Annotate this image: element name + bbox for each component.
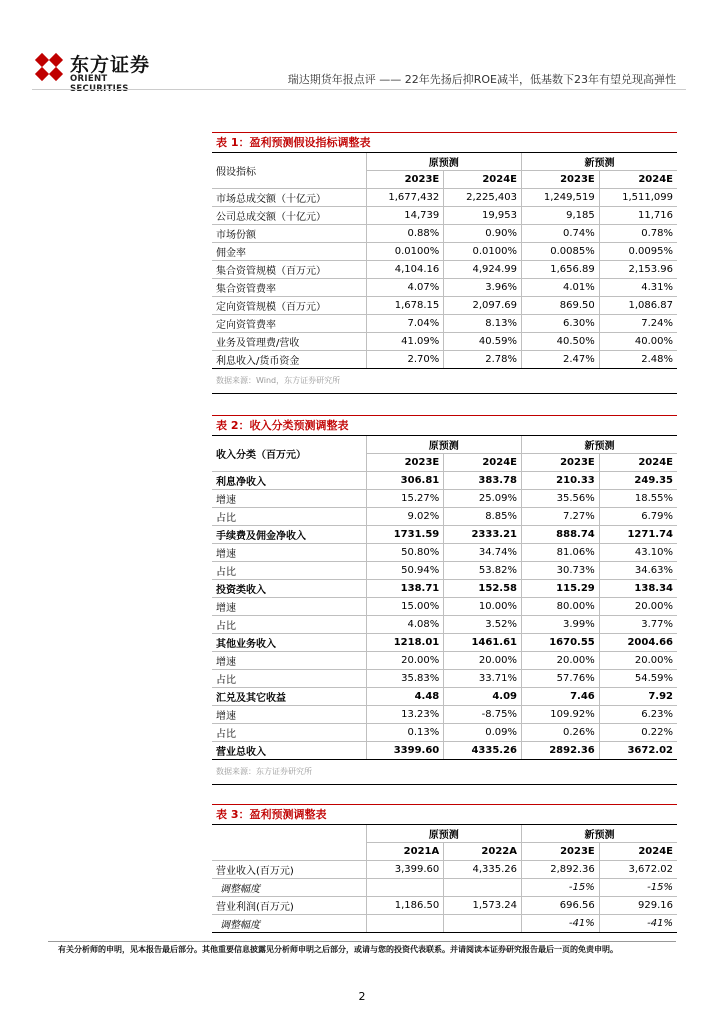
table2-cell: 7.27% <box>522 508 600 526</box>
table2-cell: 43.10% <box>599 544 677 562</box>
table2-title: 表 2：收入分类预测调整表 <box>212 415 677 435</box>
table2-cell: 115.29 <box>522 580 600 598</box>
table1-cell: 19,953 <box>444 207 522 225</box>
table1-cell: 40.50% <box>522 333 600 351</box>
table2-cell: 20.00% <box>444 652 522 670</box>
table3-cell: -15% <box>599 879 677 897</box>
table3-cell: -41% <box>599 915 677 933</box>
table2-row-label: 其他业务收入 <box>212 634 366 652</box>
table1-group-old: 原预测 <box>366 153 522 171</box>
table1-row <box>212 297 677 315</box>
table2-row <box>212 742 677 760</box>
header-divider <box>32 89 686 90</box>
table1-year-header: 2023E <box>366 171 444 189</box>
table2-source: 数据来源：东方证券研究所 <box>216 767 312 776</box>
table3-cell: 929.16 <box>599 897 677 915</box>
table2-cell: 25.09% <box>444 490 522 508</box>
table3 <box>212 824 677 933</box>
table1-year-header: 2023E <box>522 171 600 189</box>
footer-divider <box>48 941 676 942</box>
table1-cell: 7.24% <box>599 315 677 333</box>
table2-row-label: 占比 <box>212 724 366 742</box>
table1 <box>212 152 677 369</box>
brand-name-en: ORIENT SECURITIES <box>70 74 129 94</box>
table1-row-label: 佣金率 <box>212 243 366 261</box>
table2-group-old: 原预测 <box>366 436 522 454</box>
table2-row-label: 增速 <box>212 598 366 616</box>
table2-cell: 20.00% <box>599 598 677 616</box>
table2-row-label: 占比 <box>212 616 366 634</box>
table1-cell: 2,097.69 <box>444 297 522 315</box>
table2-row <box>212 598 677 616</box>
table2-cell: 4.48 <box>366 688 444 706</box>
table2-cell: 6.79% <box>599 508 677 526</box>
table3-first-col-header <box>212 825 366 861</box>
brand-logo <box>32 48 152 94</box>
table2-cell: 210.33 <box>522 472 600 490</box>
table2-cell: 34.74% <box>444 544 522 562</box>
table2-row-label: 投资类收入 <box>212 580 366 598</box>
table3-cell: 3,672.02 <box>599 861 677 879</box>
table1-group-new: 新预测 <box>522 153 678 171</box>
table3-row <box>212 915 677 933</box>
table1-cell: 0.74% <box>522 225 600 243</box>
table1-year-header: 2024E <box>444 171 522 189</box>
table2-cell: 81.06% <box>522 544 600 562</box>
table3-year-header: 2023E <box>522 843 600 861</box>
table1-first-col-header: 假设指标 <box>212 153 366 189</box>
table2-cell: 0.22% <box>599 724 677 742</box>
table2-row-label: 汇兑及其它收益 <box>212 688 366 706</box>
table2-row <box>212 526 677 544</box>
table3-row <box>212 897 677 915</box>
table3-row-label: 调整幅度 <box>212 879 366 897</box>
table2-cell: 3.77% <box>599 616 677 634</box>
table2-cell: 18.55% <box>599 490 677 508</box>
table1-row-label: 公司总成交额（十亿元） <box>212 207 366 225</box>
table1-row-label: 市场份额 <box>212 225 366 243</box>
table3-cell: 2,892.36 <box>522 861 600 879</box>
table2-cell: 9.02% <box>366 508 444 526</box>
table2-cell: 8.85% <box>444 508 522 526</box>
table2-cell: 80.00% <box>522 598 600 616</box>
table3-row <box>212 879 677 897</box>
table2-header-row-groups <box>212 436 677 454</box>
table2-year-header: 2024E <box>599 454 677 472</box>
table1-header-row-groups <box>212 153 677 171</box>
table1-cell: 8.13% <box>444 315 522 333</box>
table2-cell: 1670.55 <box>522 634 600 652</box>
table1-year-header: 2024E <box>599 171 677 189</box>
table1-cell: 2.70% <box>366 351 444 369</box>
table2-row <box>212 580 677 598</box>
table1-cell: 1,677,432 <box>366 189 444 207</box>
table2-cell: 3399.60 <box>366 742 444 760</box>
table2-cell: 152.58 <box>444 580 522 598</box>
table3-cell: -41% <box>522 915 600 933</box>
table1-cell: 6.30% <box>522 315 600 333</box>
table3-cell: 3,399.60 <box>366 861 444 879</box>
table1-cell: 1,678.15 <box>366 297 444 315</box>
table1-row <box>212 243 677 261</box>
table2-cell: 3.99% <box>522 616 600 634</box>
table2-cell: 1731.59 <box>366 526 444 544</box>
report-header-title: 瑞达期货年报点评 —— 22年先扬后抑ROE减半，低基数下23年有望兑现高弹性 <box>287 73 676 86</box>
table1-cell: 2.78% <box>444 351 522 369</box>
table2-row-label: 占比 <box>212 670 366 688</box>
table1-cell: 2,153.96 <box>599 261 677 279</box>
table1-cell: 1,086.87 <box>599 297 677 315</box>
table2-year-header: 2023E <box>522 454 600 472</box>
table2-row-label: 增速 <box>212 544 366 562</box>
table2-row <box>212 544 677 562</box>
table2-row <box>212 508 677 526</box>
table1-end-line <box>212 393 677 394</box>
table1-cell: 4.07% <box>366 279 444 297</box>
table2-cell: 6.23% <box>599 706 677 724</box>
table3-cell: -15% <box>522 879 600 897</box>
table3-cell: 1,186.50 <box>366 897 444 915</box>
table1-row-label: 定向资管规模（百万元） <box>212 297 366 315</box>
table2-cell: 2892.36 <box>522 742 600 760</box>
table3-cell <box>444 915 522 933</box>
table2-row-label: 手续费及佣金净收入 <box>212 526 366 544</box>
table1-source: 数据来源：Wind，东方证券研究所 <box>216 376 341 385</box>
disclaimer-text: 有关分析师的申明，见本报告最后部分。其他重要信息披露见分析师申明之后部分，或请与您的投资代表联系。并请阅读本证券研究报告最后一页的免责申明。 <box>58 945 618 954</box>
brand-name-cn: 东方证券 <box>70 54 151 76</box>
table1-cell: 4,104.16 <box>366 261 444 279</box>
table2-end-line <box>212 784 677 785</box>
table2-cell: 15.00% <box>366 598 444 616</box>
table3-cell <box>366 915 444 933</box>
table1-cell: 0.0085% <box>522 243 600 261</box>
table1-cell: 4,924.99 <box>444 261 522 279</box>
table1-row <box>212 279 677 297</box>
table2-row <box>212 562 677 580</box>
table2-cell: 20.00% <box>522 652 600 670</box>
table3-block <box>212 804 677 933</box>
table1-cell: 40.59% <box>444 333 522 351</box>
table2-cell: 20.00% <box>366 652 444 670</box>
table1-row <box>212 225 677 243</box>
table2-cell: 2333.21 <box>444 526 522 544</box>
table2-row-label: 营业总收入 <box>212 742 366 760</box>
table1-cell: 4.31% <box>599 279 677 297</box>
table1-cell: 14,739 <box>366 207 444 225</box>
table1-cell: 4.01% <box>522 279 600 297</box>
table2-cell: 50.94% <box>366 562 444 580</box>
table2-cell: 33.71% <box>444 670 522 688</box>
table2-row-label: 利息净收入 <box>212 472 366 490</box>
table3-cell: 4,335.26 <box>444 861 522 879</box>
table3-year-header: 2024E <box>599 843 677 861</box>
table1-cell: 11,716 <box>599 207 677 225</box>
table1-row <box>212 261 677 279</box>
table3-row-label: 营业利润(百万元) <box>212 897 366 915</box>
table2-cell: 888.74 <box>522 526 600 544</box>
table1-cell: 0.88% <box>366 225 444 243</box>
table2 <box>212 435 677 760</box>
table1-cell: 40.00% <box>599 333 677 351</box>
table1-cell: 41.09% <box>366 333 444 351</box>
table3-cell: 1,573.24 <box>444 897 522 915</box>
table1-row <box>212 351 677 369</box>
table2-row <box>212 670 677 688</box>
table1-row-label: 集合资管规模（百万元） <box>212 261 366 279</box>
table2-row <box>212 652 677 670</box>
table1-cell: 1,249,519 <box>522 189 600 207</box>
table1-row-label: 定向资管费率 <box>212 315 366 333</box>
table1-cell: 1,656.89 <box>522 261 600 279</box>
table1-cell: 2,225,403 <box>444 189 522 207</box>
table1-row <box>212 315 677 333</box>
table2-cell: 34.63% <box>599 562 677 580</box>
table1-cell: 0.78% <box>599 225 677 243</box>
table1-row-label: 集合资管费率 <box>212 279 366 297</box>
table2-row <box>212 724 677 742</box>
table2-row <box>212 490 677 508</box>
table2-cell: 3672.02 <box>599 742 677 760</box>
table2-row <box>212 706 677 724</box>
table2-group-new: 新预测 <box>522 436 678 454</box>
table3-group-old: 原预测 <box>366 825 522 843</box>
table2-cell: 109.92% <box>522 706 600 724</box>
table1-cell: 3.96% <box>444 279 522 297</box>
table1-cell: 0.0100% <box>366 243 444 261</box>
table3-title: 表 3：盈利预测调整表 <box>212 804 677 824</box>
table2-cell: 57.76% <box>522 670 600 688</box>
table2-cell: 138.34 <box>599 580 677 598</box>
table1-row <box>212 207 677 225</box>
table2-cell: 1461.61 <box>444 634 522 652</box>
table2-cell: 4335.26 <box>444 742 522 760</box>
table2-cell: 306.81 <box>366 472 444 490</box>
table2-cell: 3.52% <box>444 616 522 634</box>
table1-cell: 2.47% <box>522 351 600 369</box>
table2-cell: 2004.66 <box>599 634 677 652</box>
table2-row <box>212 688 677 706</box>
table1-cell: 0.90% <box>444 225 522 243</box>
table2-cell: 249.35 <box>599 472 677 490</box>
table2-year-header: 2023E <box>366 454 444 472</box>
table3-row <box>212 861 677 879</box>
page-number: 2 <box>358 990 366 1003</box>
table2-year-header: 2024E <box>444 454 522 472</box>
table2-cell: 0.13% <box>366 724 444 742</box>
table1-row <box>212 189 677 207</box>
table2-row <box>212 616 677 634</box>
table3-header-row-groups <box>212 825 677 843</box>
table2-cell: 4.08% <box>366 616 444 634</box>
table2-cell: 7.46 <box>522 688 600 706</box>
table1-row-label: 业务及管理费/营收 <box>212 333 366 351</box>
table1-block <box>212 132 677 394</box>
table2-row-label: 增速 <box>212 652 366 670</box>
table3-cell: 696.56 <box>522 897 600 915</box>
table2-cell: 30.73% <box>522 562 600 580</box>
table2-cell: 53.82% <box>444 562 522 580</box>
table2-cell: 0.09% <box>444 724 522 742</box>
table3-row-label: 调整幅度 <box>212 915 366 933</box>
table2-block <box>212 415 677 785</box>
table2-cell: -8.75% <box>444 706 522 724</box>
table2-row-label: 占比 <box>212 562 366 580</box>
table2-row-label: 增速 <box>212 706 366 724</box>
orient-securities-logo-icon <box>32 50 66 84</box>
table2-first-col-header: 收入分类（百万元） <box>212 436 366 472</box>
table1-cell: 1,511,099 <box>599 189 677 207</box>
table2-cell: 138.71 <box>366 580 444 598</box>
table2-cell: 13.23% <box>366 706 444 724</box>
table2-cell: 4.09 <box>444 688 522 706</box>
table1-row-label: 利息收入/货币资金 <box>212 351 366 369</box>
table1-row <box>212 333 677 351</box>
table2-cell: 50.80% <box>366 544 444 562</box>
table2-cell: 7.92 <box>599 688 677 706</box>
table1-title: 表 1：盈利预测假设指标调整表 <box>212 132 677 152</box>
table2-cell: 0.26% <box>522 724 600 742</box>
table2-cell: 10.00% <box>444 598 522 616</box>
table2-row-label: 占比 <box>212 508 366 526</box>
table2-row <box>212 472 677 490</box>
table2-cell: 35.83% <box>366 670 444 688</box>
table3-group-new: 新预测 <box>522 825 678 843</box>
table3-row-label: 营业收入(百万元) <box>212 861 366 879</box>
table2-cell: 54.59% <box>599 670 677 688</box>
table3-cell <box>444 879 522 897</box>
table2-cell: 15.27% <box>366 490 444 508</box>
table1-cell: 2.48% <box>599 351 677 369</box>
table1-cell: 9,185 <box>522 207 600 225</box>
table1-cell: 0.0100% <box>444 243 522 261</box>
table1-cell: 869.50 <box>522 297 600 315</box>
table1-cell: 0.0095% <box>599 243 677 261</box>
table3-year-header: 2021A <box>366 843 444 861</box>
table2-cell: 35.56% <box>522 490 600 508</box>
table2-cell: 1271.74 <box>599 526 677 544</box>
table3-year-header: 2022A <box>444 843 522 861</box>
table2-cell: 1218.01 <box>366 634 444 652</box>
table1-cell: 7.04% <box>366 315 444 333</box>
table3-cell <box>366 879 444 897</box>
table2-cell: 383.78 <box>444 472 522 490</box>
table2-row-label: 增速 <box>212 490 366 508</box>
table1-row-label: 市场总成交额（十亿元） <box>212 189 366 207</box>
table2-cell: 20.00% <box>599 652 677 670</box>
table2-row <box>212 634 677 652</box>
